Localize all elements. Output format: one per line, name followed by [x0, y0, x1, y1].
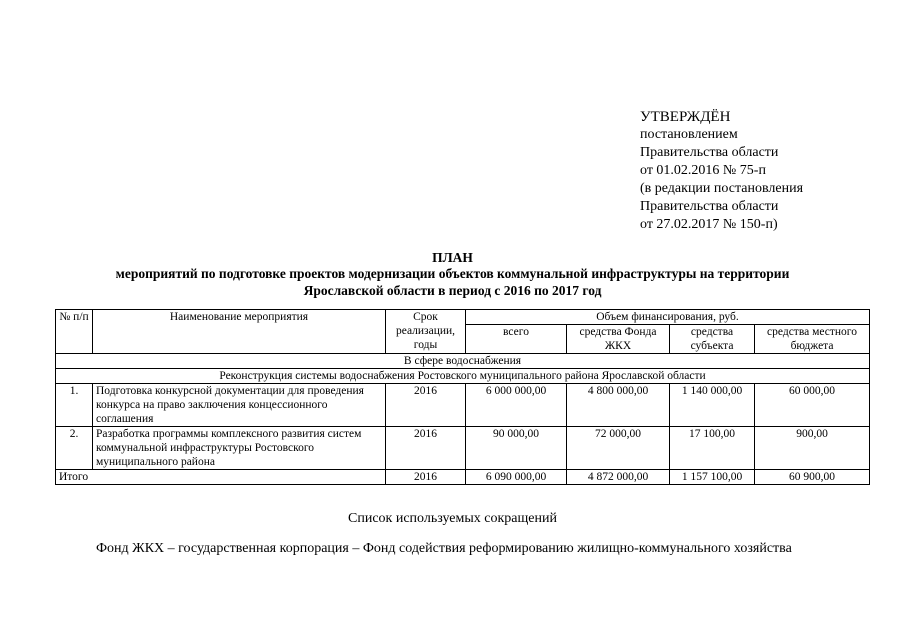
- row-fund: 72 000,00: [567, 427, 670, 470]
- row-num: 1.: [56, 384, 93, 427]
- approval-line: от 27.02.2017 № 150-п): [640, 217, 778, 232]
- header-term: Срок реализации, годы: [386, 310, 466, 354]
- totals-fund: 4 872 000,00: [567, 470, 670, 485]
- approval-block: [640, 108, 803, 234]
- row-term: 2016: [386, 427, 466, 470]
- header-name: Наименование мероприятия: [93, 310, 386, 354]
- row-subject: 1 140 000,00: [670, 384, 755, 427]
- header-funding: Объем финансирования, руб.: [466, 310, 870, 325]
- row-subject: 17 100,00: [670, 427, 755, 470]
- row-local: 60 000,00: [755, 384, 870, 427]
- totals-subject: 1 157 100,00: [670, 470, 755, 485]
- row-num: 2.: [56, 427, 93, 470]
- table-row: [56, 384, 870, 427]
- header-num: № п/п: [56, 310, 93, 354]
- section-row: [56, 354, 870, 369]
- approval-line: Правительства области: [640, 199, 779, 214]
- abbreviations-text: Фонд ЖКХ – государственная корпорация – Фонд содействия реформированию жилищно-коммунального хозяйства: [96, 541, 792, 556]
- totals-total: 6 090 000,00: [466, 470, 567, 485]
- totals-term: 2016: [386, 470, 466, 485]
- table-row: [56, 427, 870, 470]
- row-total: 6 000 000,00: [466, 384, 567, 427]
- row-name: Разработка программы комплексного развития систем коммунальной инфраструктуры Ростовского муниципального района: [93, 427, 386, 470]
- row-term: 2016: [386, 384, 466, 427]
- subsection-label: Реконструкция системы водоснабжения Ростовского муниципального района Ярославской области: [56, 369, 870, 384]
- approval-line: УТВЕРЖДЁН: [640, 109, 731, 125]
- subsection-row: [56, 369, 870, 384]
- totals-row: [56, 470, 870, 485]
- table-header-row: [56, 310, 870, 325]
- header-fund: средства Фонда ЖКХ: [567, 325, 670, 354]
- row-local: 900,00: [755, 427, 870, 470]
- header-total: всего: [466, 325, 567, 354]
- row-name: Подготовка конкурсной документации для проведения конкурса на право заключения концессионного соглашения: [93, 384, 386, 427]
- row-total: 90 000,00: [466, 427, 567, 470]
- totals-local: 60 900,00: [755, 470, 870, 485]
- header-subject: средства субъекта: [670, 325, 755, 354]
- row-fund: 4 800 000,00: [567, 384, 670, 427]
- abbreviations-title: Список используемых сокращений: [348, 511, 557, 526]
- approval-line: (в редакции постановления: [640, 181, 804, 196]
- document-subtitle-line-1: мероприятий по подготовке проектов модернизации объектов коммунальной инфраструктуры на территории: [115, 266, 790, 281]
- document-subtitle-line-2: Ярославской области в период с 2016 по 2017 год: [303, 283, 602, 298]
- document-title: ПЛАН: [432, 250, 473, 265]
- approval-line: Правительства области: [640, 145, 779, 160]
- approval-line: постановлением: [640, 127, 738, 142]
- section-label: В сфере водоснабжения: [56, 354, 870, 369]
- header-local: средства местного бюджета: [755, 325, 870, 354]
- totals-label: Итого: [56, 470, 386, 485]
- approval-line: от 01.02.2016 № 75-п: [640, 163, 766, 178]
- plan-table: [55, 309, 870, 485]
